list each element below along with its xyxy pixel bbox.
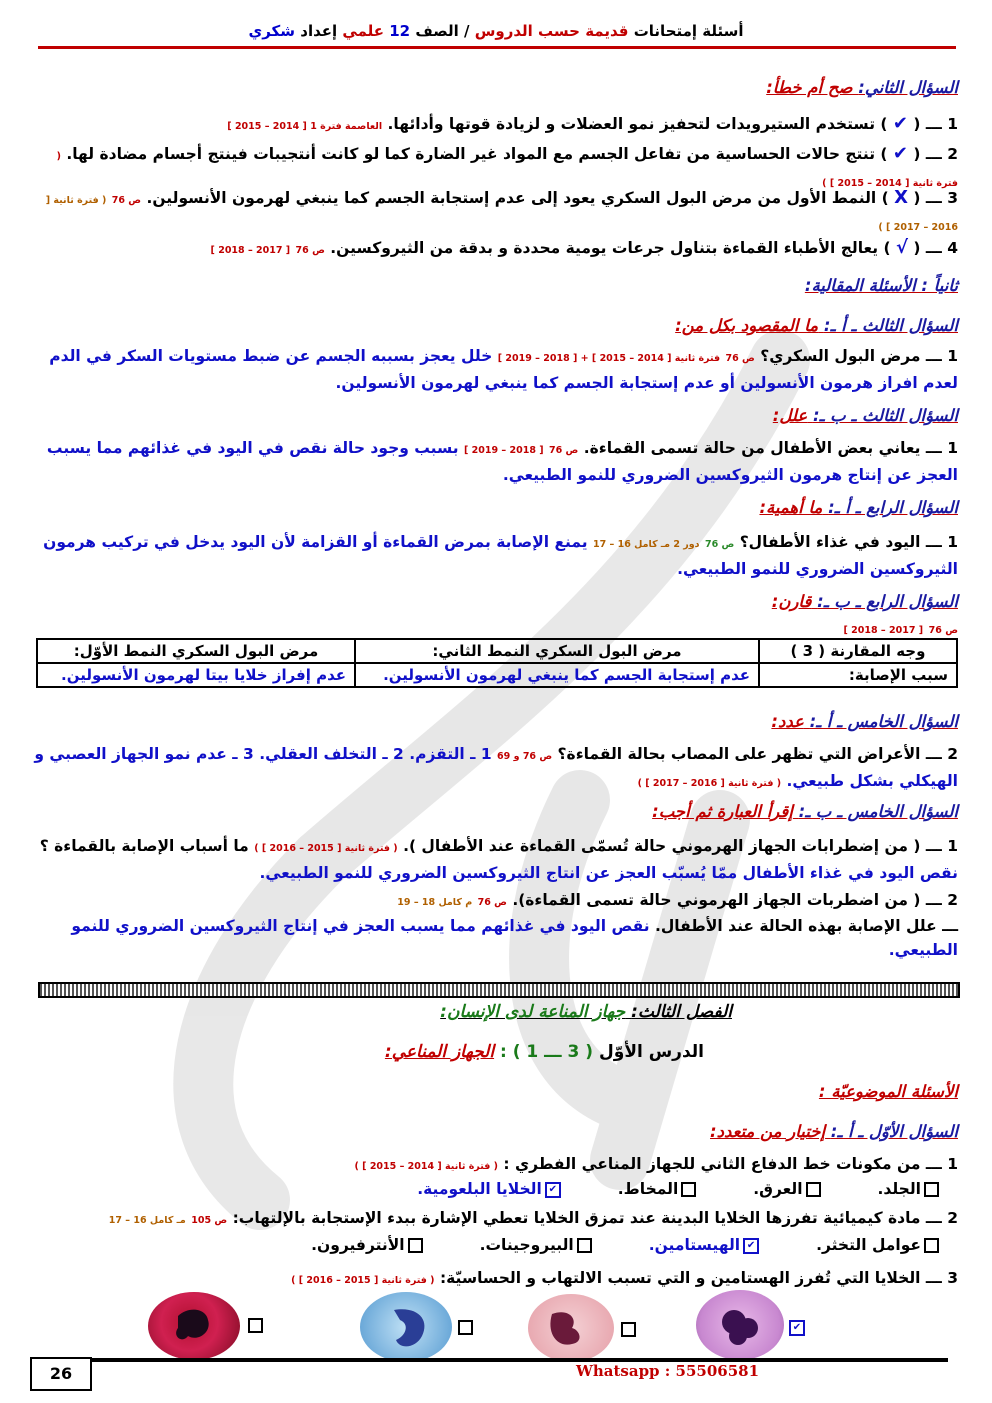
item-question: الأعراض التي تظهر على المصاب بحالة القماءة؟ <box>557 745 921 763</box>
item-question: من مكونات خط الدفاع الثاني للجهاز المناعي الفطري : <box>503 1155 921 1173</box>
item-ref: [ 2017 – 2018 ] <box>210 245 291 256</box>
table-header-cell: مرض البول السكري النمط الأوّل: <box>37 639 355 663</box>
mc3-option-3-checkbox[interactable] <box>621 1322 636 1337</box>
neutrophil-cell-image <box>528 1294 614 1362</box>
item-number: 1 ـــ <box>925 837 958 855</box>
page-number: 26 <box>30 1357 92 1391</box>
table-header-cell: مرض البول السكري النمط الثاني: <box>355 639 759 663</box>
header-rule <box>38 46 956 49</box>
q5a-heading <box>771 712 958 731</box>
item-subquestion: ـــ علل الإصابة بهذه الحالة عند الأطفال. <box>654 917 958 935</box>
section-divider <box>38 982 960 998</box>
item-ref-page: ص 76 <box>928 625 958 636</box>
item-ref: [ 2018 – 2019 ] <box>464 445 544 456</box>
whatsapp-contact: Whatsapp : 55506581 <box>576 1362 760 1380</box>
mc2-option-2[interactable] <box>649 1236 762 1254</box>
q3b-heading <box>773 406 958 425</box>
item-ref-page: ص 76 <box>477 897 507 908</box>
item-text: يعالج الأطباء القماءة بتناول جرعات يومية محددة و بدقة من الثيروكسين. <box>330 239 879 257</box>
lesson-heading <box>385 1042 704 1062</box>
mc2-options <box>62 1236 942 1254</box>
item-question: اليود في غذاء الأطفال؟ <box>739 533 921 551</box>
q3b-label: السؤال الثالث ـ ب ـ: <box>812 406 958 425</box>
q5b-item-1 <box>34 834 958 885</box>
item-ref: مـ كامل 16 – 17 <box>108 1215 186 1226</box>
q3a-label: السؤال الثالث ـ أ ـ: <box>823 316 958 335</box>
item-number: 2 ـــ <box>925 145 958 163</box>
item-number: 3 ـــ <box>925 189 958 207</box>
item-number: 2 ـــ <box>925 1209 958 1227</box>
q2-heading-label: السؤال الثاني: <box>858 78 958 97</box>
item-ref-page: ص 105 <box>191 1215 228 1226</box>
header-part3: / الصف <box>415 22 470 40</box>
mc2-option-3[interactable] <box>480 1236 595 1254</box>
q5b-label: السؤال الخامس ـ ب ـ: <box>798 802 958 821</box>
item-ref-page: ص 76 <box>704 539 735 550</box>
q3a-title: ما المقصود بكل من: <box>675 316 819 335</box>
chapter-heading <box>440 1002 732 1022</box>
table-row <box>37 663 957 687</box>
q1a-title: إختيار من متعدد: <box>710 1122 826 1141</box>
q4b-ref <box>844 618 959 637</box>
lesson-title: الجهاز المناعي: <box>384 1042 495 1062</box>
option-label: الهيستامين. <box>648 1236 741 1254</box>
check-icon: ✔ <box>892 143 909 164</box>
checked-checkbox-icon[interactable]: ✔ <box>545 1182 561 1198</box>
mc1-option-2[interactable] <box>753 1180 823 1198</box>
item-ref: ( فترة ثانية [ 2016 – 2017 ] ) <box>637 778 782 789</box>
q2-item-3: 3 ـــ ( X ) النمط الأول من مرض البول السكري يعود إلى عدم إستجابة الجسم كما ينبغي لهرمون الأنسولين. ص 76 ( فترة ثانية [ 2016 – 2017 ] ) <box>45 187 958 233</box>
chapter-title: جهاز المناعة لدى الإنسان: <box>440 1002 626 1022</box>
item-text: تستخدم الستيرويدات لتحفيز نمو العضلات و لزيادة قوتها وأدائها. <box>387 115 876 133</box>
checkbox[interactable] <box>806 1182 821 1197</box>
q2-heading <box>766 78 958 97</box>
essay-heading: ثانياً : الأسئلة المقالية: <box>804 276 958 295</box>
table-cell: سبب الإصابة: <box>759 663 957 687</box>
q4a-item <box>34 530 958 581</box>
option-label: البيروجينات. <box>479 1236 574 1254</box>
mc1-options <box>62 1180 942 1198</box>
item-ref-page: ص 76 <box>111 195 142 206</box>
checkbox[interactable] <box>681 1182 696 1197</box>
checkbox[interactable] <box>924 1238 939 1253</box>
q4a-heading <box>759 498 958 517</box>
item-question: ( من اضطربات الجهاز الهرموني حالة تسمى القماءة). <box>512 891 921 909</box>
item-ref-page: ص 76 و 69 <box>497 751 553 762</box>
q5a-item <box>34 742 958 796</box>
table-cell: عدم إفراز خلايا بيتا لهرمون الأنسولين. <box>37 663 355 687</box>
q5b-item-2 <box>34 888 958 915</box>
objective-heading: الأسئلة الموضوعيّة : <box>818 1082 958 1101</box>
q3b-item <box>34 436 958 487</box>
q5a-label: السؤال الخامس ـ أ ـ: <box>809 712 958 731</box>
item-ref: ( فترة ثانية [ 2016 – 2017 ] ) <box>45 195 958 233</box>
item-number: 2 ـــ <box>925 745 958 763</box>
mc2-question <box>34 1206 958 1233</box>
q1a-heading <box>710 1122 958 1141</box>
item-question: يعاني بعض الأطفال من حالة تسمى القماءة. <box>583 439 921 457</box>
q3a-heading <box>675 316 958 335</box>
mc2-option-4[interactable] <box>311 1236 426 1254</box>
header-author: شكري <box>248 22 296 40</box>
mc3-option-2-checkbox[interactable] <box>458 1320 473 1335</box>
header-part5: إعداد <box>300 22 338 40</box>
item-ref: م كامل 18 – 19 <box>397 897 473 908</box>
item-answer: خلل يعجز بسببه الجسم عن ضبط مستويات السكر في الدم لعدم افراز هرمون الأنسولين أو عدم إستجابة الجسم كما ينبغي لهرمون الأنسولين. <box>49 347 958 392</box>
q2-item-1: 1 ـــ ( ✔ ) تستخدم الستيرويدات لتحفيز نمو العضلات و لزيادة قوتها وأدائها. العاصمة فترة 1 [ 2014 – 2015 ] <box>227 113 958 134</box>
q4a-label: السؤال الرابع ـ أ ـ: <box>828 498 958 517</box>
item-number: 1 ـــ <box>925 533 958 551</box>
item-answer: بسبب وجود حالة نقص في اليود في غذائهم مما يسبب العجز عن إنتاج هرمون الثيروكسين الضروري للنمو الطبيعي. <box>46 439 958 484</box>
item-ref: العاصمة فترة 1 [ 2014 – 2015 ] <box>227 121 383 132</box>
eosinophil-cell-image <box>148 1292 240 1360</box>
checked-checkbox-icon[interactable]: ✔ <box>743 1238 759 1254</box>
item-ref: ( فترة ثانية [ 2014 – 2015 ] ) <box>354 1161 498 1172</box>
item-question-2: ما أسباب الإصابة بالقماءة ؟ <box>39 837 249 855</box>
item-number: 3 ـــ <box>925 1269 958 1287</box>
item-ref: دور 2 مـ كامل 16 – 17 <box>593 539 700 550</box>
checkbox[interactable] <box>924 1182 939 1197</box>
item-ref: [ 2017 – 2018 ] <box>843 625 924 636</box>
item-question: ( من إضطرابات الجهاز الهرموني حالة تُسمّى القماءة عند الأطفال ). <box>403 837 921 855</box>
item-number: 1 ـــ <box>925 347 958 365</box>
item-ref-page: ص 76 <box>549 445 579 456</box>
mc1-option-1[interactable] <box>878 1180 942 1198</box>
mc3-question <box>34 1266 958 1293</box>
item-text: تنتج حالات الحساسية من تفاعل الجسم مع المواد غير الضارة كما لو كانت أنتجيبات فينتج أجسام مضادة لها. <box>66 145 876 163</box>
q2-heading-title: صح أم خطأ: <box>766 78 853 97</box>
mc3-option-4-checked-checkbox-icon[interactable]: ✔ <box>789 1320 805 1336</box>
item-answer: نقص اليود في غذاء الأطفال ممّا يُسبّب العجز عن انتاج الثيروكسين الضروري للنمو الطبيعي. <box>259 864 958 882</box>
table-cell: عدم إستجابة الجسم كما ينبغي لهرمون الأنسولين. <box>355 663 759 687</box>
item-number: 1 ـــ <box>925 1155 958 1173</box>
q5b-item-2-sub <box>34 914 958 962</box>
option-label: الجلد. <box>877 1180 921 1198</box>
mc1-option-3[interactable] <box>618 1180 700 1198</box>
comparison-table <box>36 638 958 688</box>
footer-rule <box>92 1358 948 1362</box>
item-answer: 1 ـ التقزم. 2 ـ التخلف العقلي. 3 ـ عدم نمو الجهاز العصبي و الهيكلي بشكل طبيعي. <box>34 745 958 790</box>
header-part1: أسئلة إمتحانات <box>633 22 744 40</box>
checkbox[interactable] <box>577 1238 592 1253</box>
nucleus-icon <box>528 1294 614 1362</box>
q5b-heading <box>652 802 958 821</box>
q4a-title: ما أهمية: <box>759 498 823 517</box>
item-text: النمط الأول من مرض البول السكري يعود إلى عدم إستجابة الجسم كما ينبغي لهرمون الأنسولين. <box>146 189 877 207</box>
item-ref: ( فترة ثانية [ 2015 – 2016 ] ) <box>254 843 398 854</box>
nucleus-icon <box>696 1290 784 1360</box>
q4b-label: السؤال الرابع ـ ب ـ: <box>817 592 958 611</box>
check-icon: √ <box>896 237 909 258</box>
nucleus-icon <box>148 1292 240 1360</box>
lesson-number: ( 3 ـــ 1 ) : <box>500 1042 594 1062</box>
option-label: عوامل التخثر. <box>816 1236 921 1254</box>
item-ref-page: ص 76 <box>295 245 325 256</box>
nucleus-icon <box>360 1292 452 1362</box>
header-part2: قديمة حسب الدروس <box>474 22 629 40</box>
item-answer: يمنع الإصابة بمرض القماءة أو القزامة لأن اليود يدخل في تركيب هرمون الثيروكسين الضروري للنمو الطبيعي. <box>43 533 958 578</box>
check-icon: ✔ <box>892 113 909 134</box>
item-number: 2 ـــ <box>925 891 958 909</box>
item-number: 1 ـــ <box>925 439 958 457</box>
mc1-option-4[interactable] <box>417 1180 564 1198</box>
item-question: مادة كيميائية تفرزها الخلايا البدينة عند تمزق الخلايا تعطي الإشارة ببدء الإستجابة بالإلتهاب: <box>232 1209 921 1227</box>
item-ref: ( فترة ثانية [ 2015 – 2016 ] ) <box>291 1275 435 1286</box>
q3a-item <box>34 344 958 395</box>
item-ref: ( فترة ثانية [ 2014 – 2015 ] ) <box>56 151 958 189</box>
header-part4: علمي <box>342 22 385 40</box>
item-ref: فترة ثانية [ 2014 – 2015 ] + [ 2018 – 2019 ] <box>497 353 721 364</box>
chapter-label: الفصل الثالث: <box>631 1002 732 1022</box>
item-question: الخلايا التي تُفرز الهستامين و التي تسبب الالتهاب و الحساسيّة: <box>439 1269 921 1287</box>
item-ref-page: ص 76 <box>725 353 755 364</box>
item-number: 1 ـــ <box>925 115 958 133</box>
header-grade: 12 <box>389 22 411 40</box>
checkbox[interactable] <box>408 1238 423 1253</box>
option-label: الخلايا البلعومية. <box>417 1180 542 1198</box>
cross-icon: X <box>894 187 909 208</box>
table-header-row <box>37 639 957 663</box>
q1a-label: السؤال الأوّل ـ أ ـ: <box>830 1122 958 1141</box>
q4b-heading <box>772 592 958 611</box>
basophil-cell-image <box>696 1290 784 1360</box>
option-label: المخاط. <box>617 1180 679 1198</box>
item-number: 4 ـــ <box>925 239 958 257</box>
q5a-title: عدد: <box>771 712 804 731</box>
q2-item-4: 4 ـــ ( √ ) يعالج الأطباء القماءة بتناول جرعات يومية محددة و بدقة من الثيروكسين. ص 76 [ 2017 – 2018 ] <box>210 237 958 258</box>
q4b-title: قارن: <box>771 592 812 611</box>
lesson-label: الدرس الأوّل <box>599 1042 704 1062</box>
mc1-question <box>34 1152 958 1179</box>
page-header <box>0 22 992 40</box>
q3b-title: علل: <box>772 406 808 425</box>
q2-item-2: 2 ـــ ( ✔ ) تنتج حالات الحساسية من تفاعل الجسم مع المواد غير الضارة كما لو كانت أنتجيبات فينتج أجسام مضادة لها. ( فترة ثانية [ 2014 – 2015 ] ) <box>56 143 958 189</box>
q5b-title: إقرأ العبارة ثم أجب: <box>652 802 793 821</box>
mc2-option-1[interactable] <box>816 1236 942 1254</box>
table-header-cell: وجه المقارنة ( 3 ) <box>759 639 957 663</box>
monocyte-cell-image <box>360 1292 452 1362</box>
option-label: الأنترفيرون. <box>311 1236 405 1254</box>
item-question: مرض البول السكري؟ <box>760 347 921 365</box>
option-label: العرق. <box>753 1180 803 1198</box>
mc3-option-1-checkbox[interactable] <box>248 1318 263 1333</box>
item-answer: نقص اليود في غذائهم مما يسبب العجز في إنتاج الثيروكسين الضروري للنمو الطبيعي. <box>71 917 958 959</box>
